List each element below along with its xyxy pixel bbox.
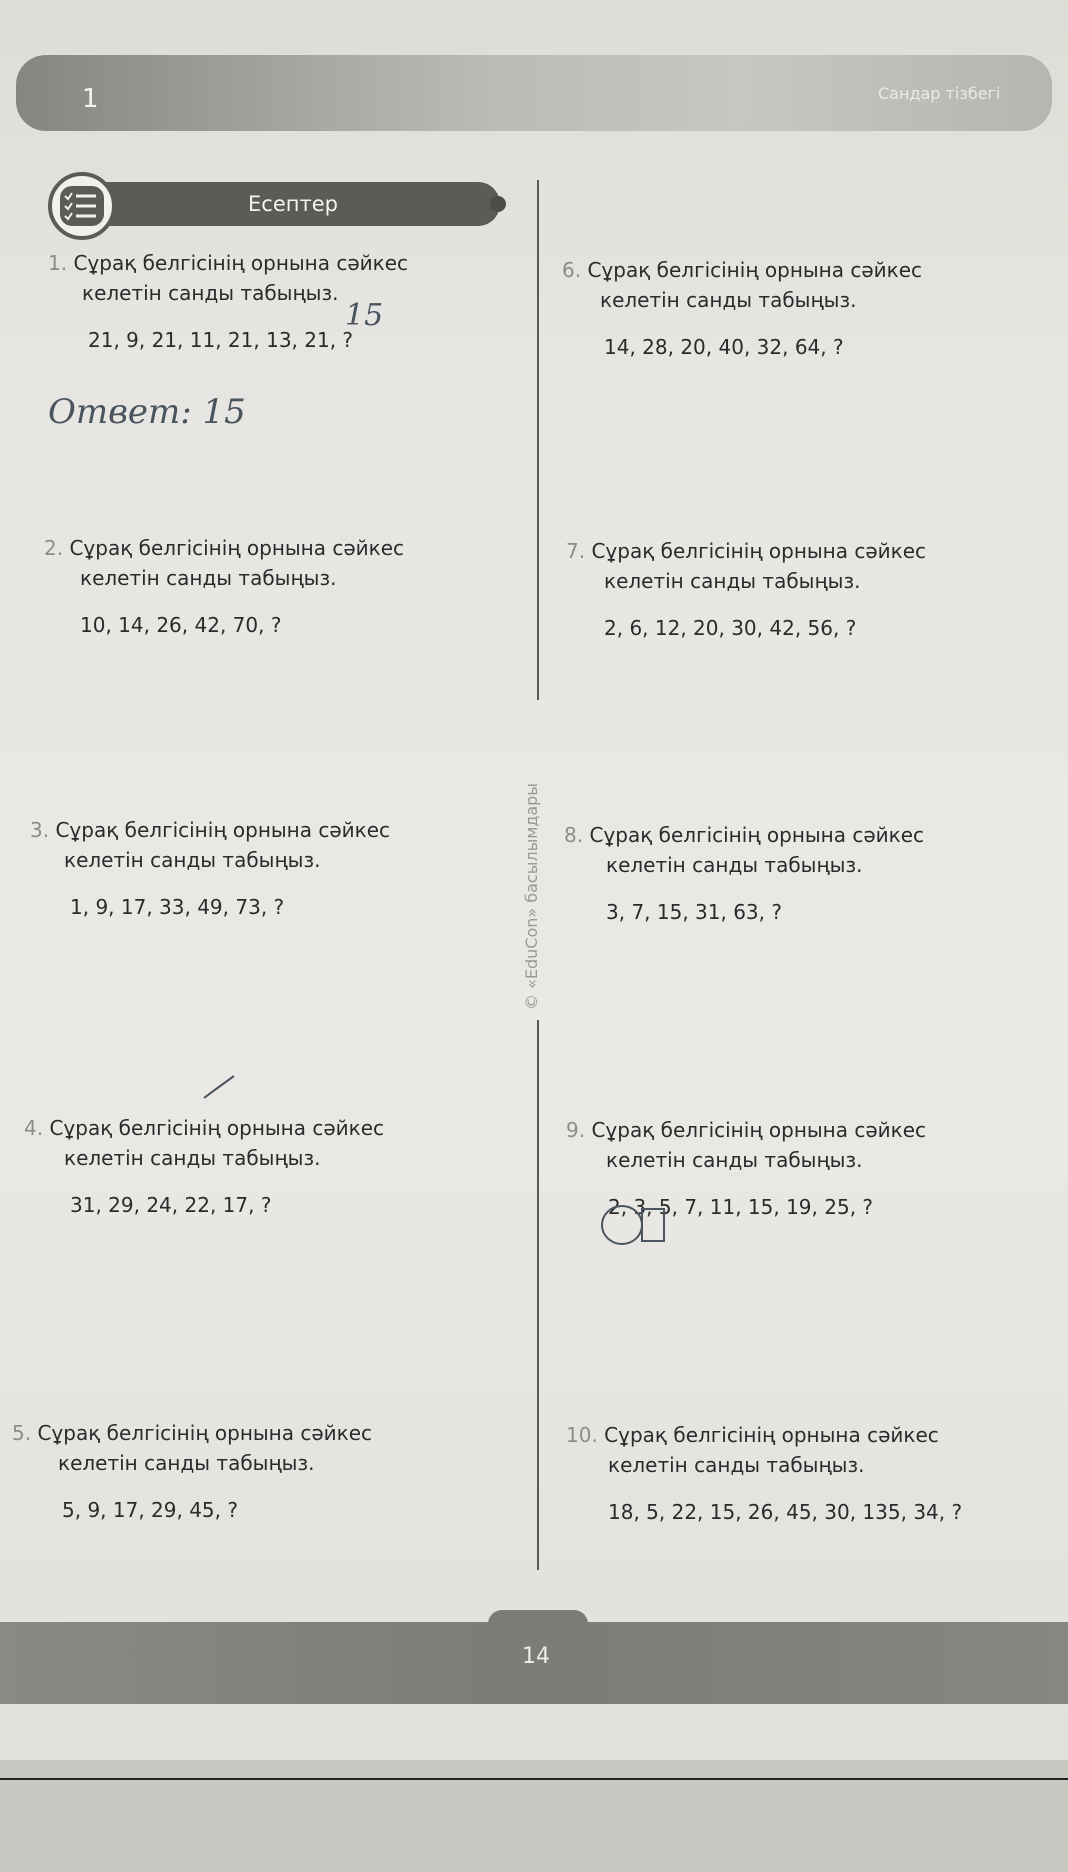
problem-question-line2: келетін санды табыңыз. xyxy=(58,1451,315,1475)
problem-question: Сұрақ белгісінің орнына сәйкес xyxy=(37,1421,373,1445)
problem-question-line2: келетін санды табыңыз. xyxy=(606,1148,863,1172)
problem-2 xyxy=(44,533,404,637)
handwritten-answer-line: Ответ: 15 xyxy=(48,392,246,432)
problem-question-line2: келетін санды табыңыз. xyxy=(600,288,857,312)
problem-question: Сұрақ белгісінің орнына сәйкес xyxy=(591,1118,927,1142)
problem-question-line2: келетін санды табыңыз. xyxy=(604,569,861,593)
header-page-number: 1 xyxy=(82,84,99,114)
header-section-label: Сандар тізбегі xyxy=(878,84,1001,103)
problem-sequence: 3, 7, 15, 31, 63, ? xyxy=(606,900,782,924)
handwritten-circle-mark xyxy=(598,1203,668,1249)
problem-question: Сұрақ белгісінің орнына сәйкес xyxy=(73,251,409,275)
problem-sequence: 31, 29, 24, 22, 17, ? xyxy=(70,1193,272,1217)
problem-number: 4. xyxy=(24,1116,44,1140)
problem-7 xyxy=(566,536,926,640)
problem-question-line2: келетін санды табыңыз. xyxy=(80,566,337,590)
problem-number: 8. xyxy=(564,823,584,847)
problem-8 xyxy=(564,820,924,924)
problem-question: Сұрақ белгісінің орнына сәйкес xyxy=(49,1116,385,1140)
problem-question-line2: келетін санды табыңыз. xyxy=(608,1453,865,1477)
problem-10 xyxy=(566,1420,962,1524)
page-title: Есептер xyxy=(248,192,338,216)
problem-5 xyxy=(12,1418,372,1522)
handwritten-answer-above: 15 xyxy=(345,298,384,333)
problem-sequence: 14, 28, 20, 40, 32, 64, ? xyxy=(604,335,844,359)
checklist-icon xyxy=(48,172,116,240)
problem-sequence: 2, 3, 5, 7, 11, 15, 19, 25, ? xyxy=(608,1195,874,1219)
problem-sequence: 1, 9, 17, 33, 49, 73, ? xyxy=(70,895,285,919)
problem-question: Сұрақ белгісінің орнына сәйкес xyxy=(604,1423,939,1447)
problem-question-line2: келетін санды табыңыз. xyxy=(82,281,339,305)
problem-question: Сұрақ белгісінің орнына сәйкес xyxy=(55,818,391,842)
handwritten-check-mark xyxy=(200,1072,240,1102)
problem-number: 9. xyxy=(566,1118,586,1142)
problem-sequence: 18, 5, 22, 15, 26, 45, 30, 135, 34, ? xyxy=(608,1500,963,1524)
problem-3 xyxy=(30,815,390,919)
problem-number: 5. xyxy=(12,1421,32,1445)
problem-question-line2: келетін санды табыңыз. xyxy=(606,853,863,877)
column-divider-bottom xyxy=(537,1020,539,1570)
problem-number: 10. xyxy=(566,1423,598,1447)
problem-question: Сұрақ белгісінің орнына сәйкес xyxy=(69,536,405,560)
footer-page-number: 14 xyxy=(522,1644,550,1669)
problem-number: 3. xyxy=(30,818,50,842)
table-edge-line xyxy=(0,1778,1068,1780)
problem-sequence: 21, 9, 21, 11, 21, 13, 21, ? xyxy=(88,328,354,352)
problem-sequence: 2, 6, 12, 20, 30, 42, 56, ? xyxy=(604,616,857,640)
copyright-watermark: © «EduCon» басылымдары xyxy=(522,783,541,1010)
problem-question-line2: келетін санды табыңыз. xyxy=(64,1146,321,1170)
problem-number: 6. xyxy=(562,258,582,282)
problem-sequence: 10, 14, 26, 42, 70, ? xyxy=(80,613,282,637)
column-divider-top xyxy=(537,180,539,700)
problem-question: Сұрақ белгісінің орнына сәйкес xyxy=(587,258,923,282)
problem-sequence: 5, 9, 17, 29, 45, ? xyxy=(62,1498,238,1522)
problem-question-line2: келетін санды табыңыз. xyxy=(64,848,321,872)
problem-number: 2. xyxy=(44,536,64,560)
problem-number: 7. xyxy=(566,539,586,563)
problem-question: Сұрақ белгісінің орнына сәйкес xyxy=(589,823,925,847)
problem-4 xyxy=(24,1113,384,1217)
problem-6 xyxy=(562,255,922,359)
problem-question: Сұрақ белгісінің орнына сәйкес xyxy=(591,539,927,563)
title-banner-dot xyxy=(490,196,506,212)
problem-number: 1. xyxy=(48,251,68,275)
